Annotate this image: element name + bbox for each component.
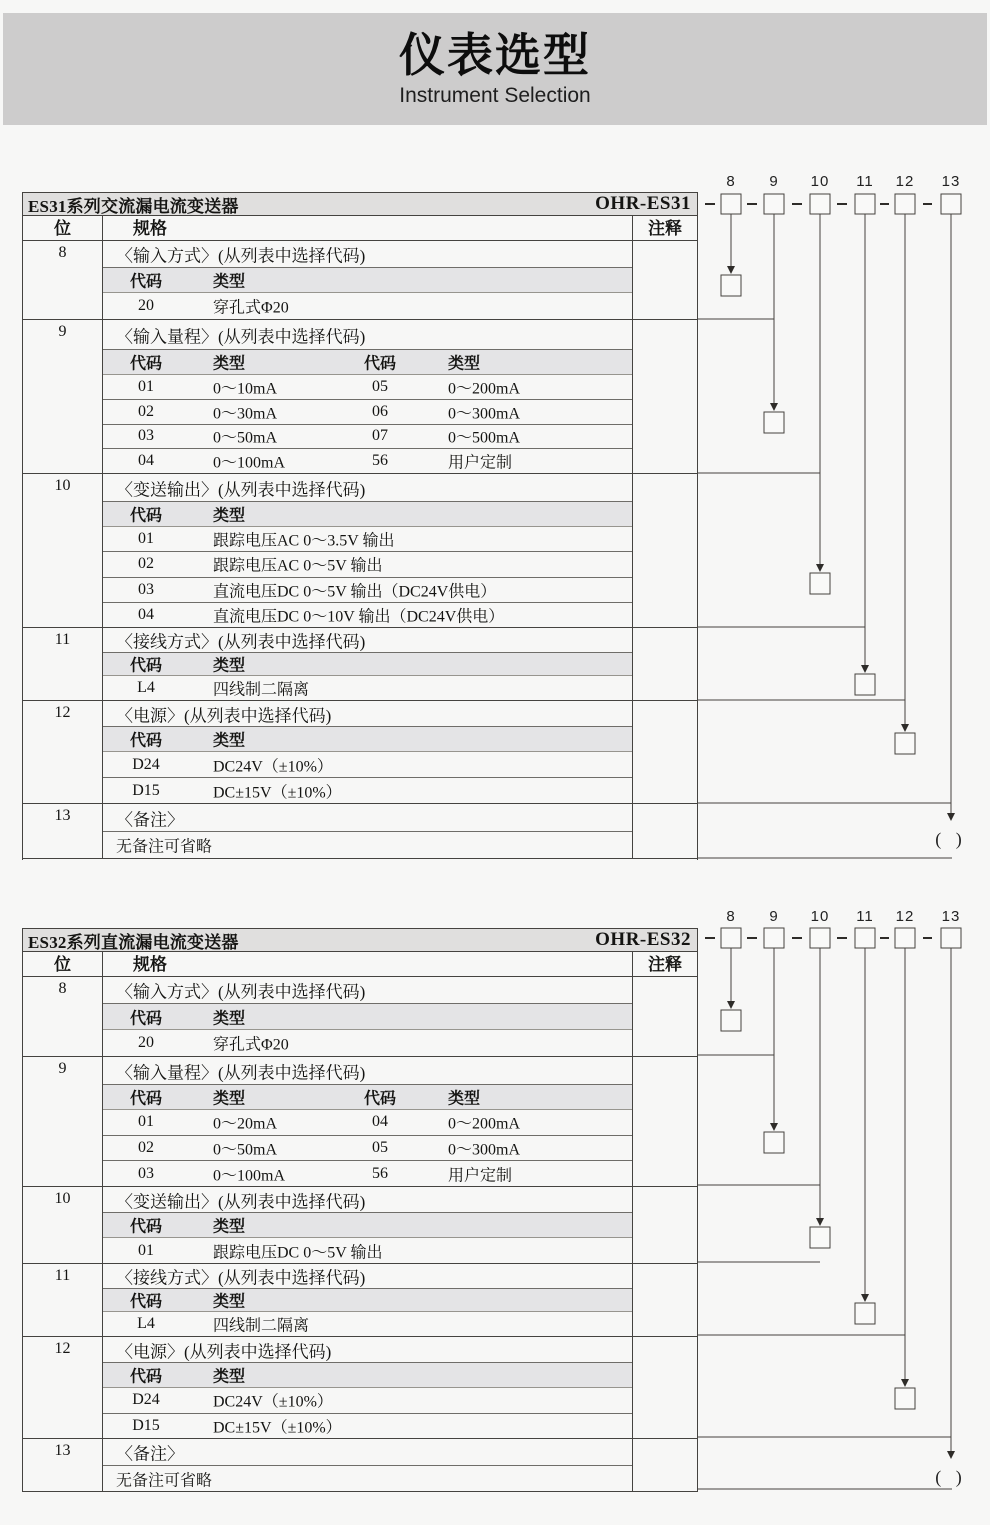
col-note: 注释 <box>648 219 682 238</box>
code-entry-row <box>103 578 632 603</box>
code-cell: 20 <box>138 1034 154 1051</box>
code-type-header-bar: 代码 类型 <box>103 502 632 527</box>
digit-label: 9 <box>769 173 779 190</box>
code-entry-row <box>103 449 632 473</box>
code-cell: 05 <box>372 377 388 395</box>
type-cell: 0～200mA <box>448 380 521 398</box>
position-cell: 10 <box>23 474 103 627</box>
type-cell: DC±15V（±10%） <box>213 1419 342 1437</box>
code-type-header-bar: 代码 类型 <box>103 653 632 676</box>
code-type-header-bar: 代码 类型 <box>103 1289 632 1312</box>
code-cell: 02 <box>138 402 154 420</box>
code-cell: 56 <box>372 452 388 470</box>
code-cell: L4 <box>137 679 155 696</box>
selection-box <box>764 412 784 433</box>
code-entry-row <box>103 293 632 319</box>
table-title: ES32系列直流漏电流变送器 <box>28 932 239 952</box>
code-digit-box <box>721 194 741 214</box>
note-cell <box>633 320 697 473</box>
type-cell: 用户定制 <box>448 1167 513 1185</box>
code-cell: D15 <box>132 1416 160 1434</box>
code-digit-box <box>941 194 961 214</box>
note-cell <box>633 1264 697 1336</box>
position-row-11 <box>23 1264 697 1337</box>
code-digit-box <box>764 194 784 214</box>
code-cell: D15 <box>132 781 160 799</box>
type-cell: 0～20mA <box>213 1115 278 1133</box>
code-entry-row <box>103 552 632 577</box>
code-cell: 04 <box>138 605 154 623</box>
code-entry-row <box>103 778 632 803</box>
position-cell: 9 <box>23 320 103 473</box>
code-digit-box <box>855 928 875 948</box>
type-cell: 穿孔式Φ20 <box>213 1036 289 1054</box>
page-subtitle: Instrument Selection <box>399 84 591 108</box>
code-entry-row <box>103 527 632 552</box>
type-cell: 四线制二隔离 <box>213 681 310 699</box>
page-title: 仪表选型 <box>399 28 591 81</box>
note-cell <box>633 701 697 803</box>
code-cell: 05 <box>372 1139 388 1156</box>
code-entry-row <box>103 1136 632 1162</box>
spec-header: 〈变送输出〉(从列表中选择代码) <box>103 1187 632 1213</box>
type-cell: 用户定制 <box>448 454 513 472</box>
code-cell: 03 <box>138 580 154 598</box>
code-digit-box <box>764 928 784 948</box>
code-cell: 01 <box>138 1113 154 1131</box>
spec-header: 〈备注〉 <box>103 1439 632 1466</box>
spec-header: 〈输入方式〉(从列表中选择代码) <box>103 241 632 268</box>
selection-box <box>895 733 915 754</box>
code-cell: 02 <box>138 555 154 573</box>
selection-box <box>855 1303 875 1324</box>
code-entry-row <box>103 752 632 778</box>
spec-header: 〈电源〉(从列表中选择代码) <box>103 1337 632 1363</box>
type-cell: DC±15V（±10%） <box>213 784 342 801</box>
position-row-9 <box>23 1057 697 1187</box>
type-cell: 0～10mA <box>213 380 278 398</box>
code-type-header-bar: 代码 类型 <box>103 1363 632 1388</box>
code-digit-box <box>855 194 875 214</box>
code-cell: 20 <box>138 297 154 314</box>
digit-label: 11 <box>856 173 874 190</box>
position-cell: 12 <box>23 1337 103 1438</box>
note-cell <box>633 977 697 1056</box>
position-cell: 12 <box>23 701 103 803</box>
code-entry-row <box>103 400 632 425</box>
remark-line: 无备注可省略 <box>116 838 213 856</box>
spec-header: 〈接线方式〉(从列表中选择代码) <box>103 1264 632 1289</box>
position-cell: 9 <box>23 1057 103 1186</box>
col-spec: 规格 <box>103 952 633 976</box>
type-cell: 0～50mA <box>213 1141 278 1159</box>
position-row-11 <box>23 628 697 701</box>
code-entry-row <box>103 375 632 400</box>
digit-label: 13 <box>941 908 961 925</box>
type-cell: 0～50mA <box>213 429 278 447</box>
code-entry-row <box>103 1030 632 1056</box>
type-cell: DC24V（±10%） <box>213 1393 333 1411</box>
type-cell: 0～300mA <box>448 405 521 423</box>
position-row-8 <box>23 241 697 320</box>
spec-header: 〈输入方式〉(从列表中选择代码) <box>103 977 632 1004</box>
type-cell: 四线制二隔离 <box>213 1317 310 1335</box>
position-cell: 8 <box>23 977 103 1056</box>
col-position: 位 <box>23 216 103 240</box>
digit-label: 8 <box>726 173 736 190</box>
model-code: OHR-ES32 <box>595 929 691 950</box>
code-type-header-bar: 代码 类型 <box>103 268 632 293</box>
digit-label: 8 <box>726 908 736 925</box>
digit-label: 9 <box>769 908 779 925</box>
type-cell: 穿孔式Φ20 <box>213 299 289 317</box>
type-cell: 0～100mA <box>213 454 286 472</box>
type-cell: 跟踪电压AC 0～3.5V 输出 <box>213 532 395 550</box>
table-title: ES31系列交流漏电流变送器 <box>28 196 239 216</box>
code-cell: 06 <box>372 402 388 420</box>
type-cell: 跟踪电压AC 0～5V 输出 <box>213 557 383 575</box>
es31-selection-table <box>22 192 698 860</box>
col-note: 注释 <box>648 955 682 974</box>
code-cell: D24 <box>132 755 160 773</box>
code-type-header-bar: 代码 类型 <box>103 1004 632 1030</box>
code-cell: D24 <box>132 1391 160 1409</box>
code-digit-box <box>895 928 915 948</box>
code-entry-row <box>103 1238 632 1263</box>
note-cell <box>633 628 697 700</box>
col-spec: 规格 <box>103 216 633 240</box>
digit-label: 12 <box>895 908 915 925</box>
note-cell <box>633 1187 697 1263</box>
digit-label: 10 <box>810 908 830 925</box>
selection-box <box>810 1227 830 1248</box>
code-type-header-bar: 代码 类型 代码 类型 <box>103 1085 632 1110</box>
es32-selection-table <box>22 928 698 1492</box>
note-cell <box>633 1439 697 1491</box>
es31-order-code-diagram <box>697 170 990 870</box>
position-cell: 13 <box>23 804 103 858</box>
code-type-header-bar: 代码 类型 <box>103 727 632 752</box>
note-cell <box>633 804 697 858</box>
code-digit-box <box>721 928 741 948</box>
code-digit-box <box>810 194 830 214</box>
selection-box <box>721 1010 741 1031</box>
code-entry-row <box>103 1312 632 1336</box>
position-cell: 13 <box>23 1439 103 1491</box>
code-entry-row <box>103 425 632 450</box>
code-entry-row <box>103 676 632 700</box>
model-code: OHR-ES31 <box>595 193 691 214</box>
code-cell: 01 <box>138 530 154 548</box>
page-banner <box>3 13 987 125</box>
position-cell: 10 <box>23 1187 103 1263</box>
type-cell: 0～200mA <box>448 1115 521 1133</box>
selection-box <box>721 275 741 296</box>
code-cell: 07 <box>372 427 388 445</box>
remark-line: 无备注可省略 <box>116 1472 213 1489</box>
code-entry-row <box>103 1388 632 1414</box>
code-cell: 04 <box>372 1113 388 1131</box>
type-cell: 直流电压DC 0～10V 输出（DC24V供电） <box>213 608 505 626</box>
remark-parentheses: ( ) <box>935 829 967 849</box>
code-cell: 01 <box>138 377 154 395</box>
position-row-13 <box>23 1439 697 1492</box>
spec-header: 〈变送输出〉(从列表中选择代码) <box>103 474 632 502</box>
code-entry-row <box>103 603 632 627</box>
position-row-12 <box>23 1337 697 1439</box>
code-cell: L4 <box>137 1315 155 1332</box>
code-cell: 03 <box>138 427 154 445</box>
spec-header: 〈备注〉 <box>103 804 632 832</box>
position-cell: 8 <box>23 241 103 319</box>
selection-box <box>810 573 830 594</box>
code-type-header-bar: 代码 类型 代码 类型 <box>103 350 632 375</box>
selection-box <box>855 674 875 695</box>
code-entry-row <box>103 1110 632 1136</box>
type-cell: 跟踪电压DC 0～5V 输出 <box>213 1244 383 1261</box>
type-cell: 0～30mA <box>213 405 278 423</box>
note-cell <box>633 474 697 627</box>
type-cell: 0～100mA <box>213 1167 286 1185</box>
code-digit-box <box>895 194 915 214</box>
position-row-13 <box>23 804 697 859</box>
note-cell <box>633 241 697 319</box>
code-entry-row <box>103 1414 632 1439</box>
note-cell <box>633 1337 697 1438</box>
position-row-10 <box>23 474 697 628</box>
code-digit-box <box>810 928 830 948</box>
position-cell: 11 <box>23 1264 103 1336</box>
spec-header: 〈接线方式〉(从列表中选择代码) <box>103 628 632 653</box>
code-type-header-bar: 代码 类型 <box>103 1213 632 1238</box>
column-header-row <box>23 215 697 241</box>
position-cell: 11 <box>23 628 103 700</box>
spec-header: 〈输入量程〉(从列表中选择代码) <box>103 1057 632 1085</box>
selection-box <box>895 1388 915 1409</box>
type-cell: DC24V（±10%） <box>213 758 333 775</box>
code-cell: 04 <box>138 452 154 470</box>
spec-header: 〈电源〉(从列表中选择代码) <box>103 701 632 727</box>
digit-label: 10 <box>810 173 830 190</box>
position-row-12 <box>23 701 697 804</box>
code-digit-box <box>941 928 961 948</box>
es32-order-code-diagram <box>697 903 990 1523</box>
position-row-9 <box>23 320 697 474</box>
digit-label: 11 <box>856 908 874 925</box>
type-cell: 0～300mA <box>448 1141 521 1159</box>
code-cell: 02 <box>138 1139 154 1156</box>
es31-title-bar <box>23 193 697 215</box>
digit-label: 13 <box>941 173 961 190</box>
position-row-10 <box>23 1187 697 1264</box>
spec-header: 〈输入量程〉(从列表中选择代码) <box>103 320 632 350</box>
code-cell: 03 <box>138 1164 154 1182</box>
code-entry-row <box>103 1161 632 1186</box>
code-cell: 01 <box>138 1241 154 1259</box>
type-cell: 直流电压DC 0～5V 输出（DC24V供电） <box>213 583 497 601</box>
type-cell: 0～500mA <box>448 429 521 447</box>
digit-label: 12 <box>895 173 915 190</box>
note-cell <box>633 1057 697 1186</box>
col-position: 位 <box>23 952 103 976</box>
es32-title-bar <box>23 929 697 951</box>
position-row-8 <box>23 977 697 1057</box>
selection-box <box>764 1132 784 1153</box>
column-header-row <box>23 951 697 977</box>
code-cell: 56 <box>372 1164 388 1182</box>
remark-parentheses: ( ) <box>935 1467 967 1487</box>
